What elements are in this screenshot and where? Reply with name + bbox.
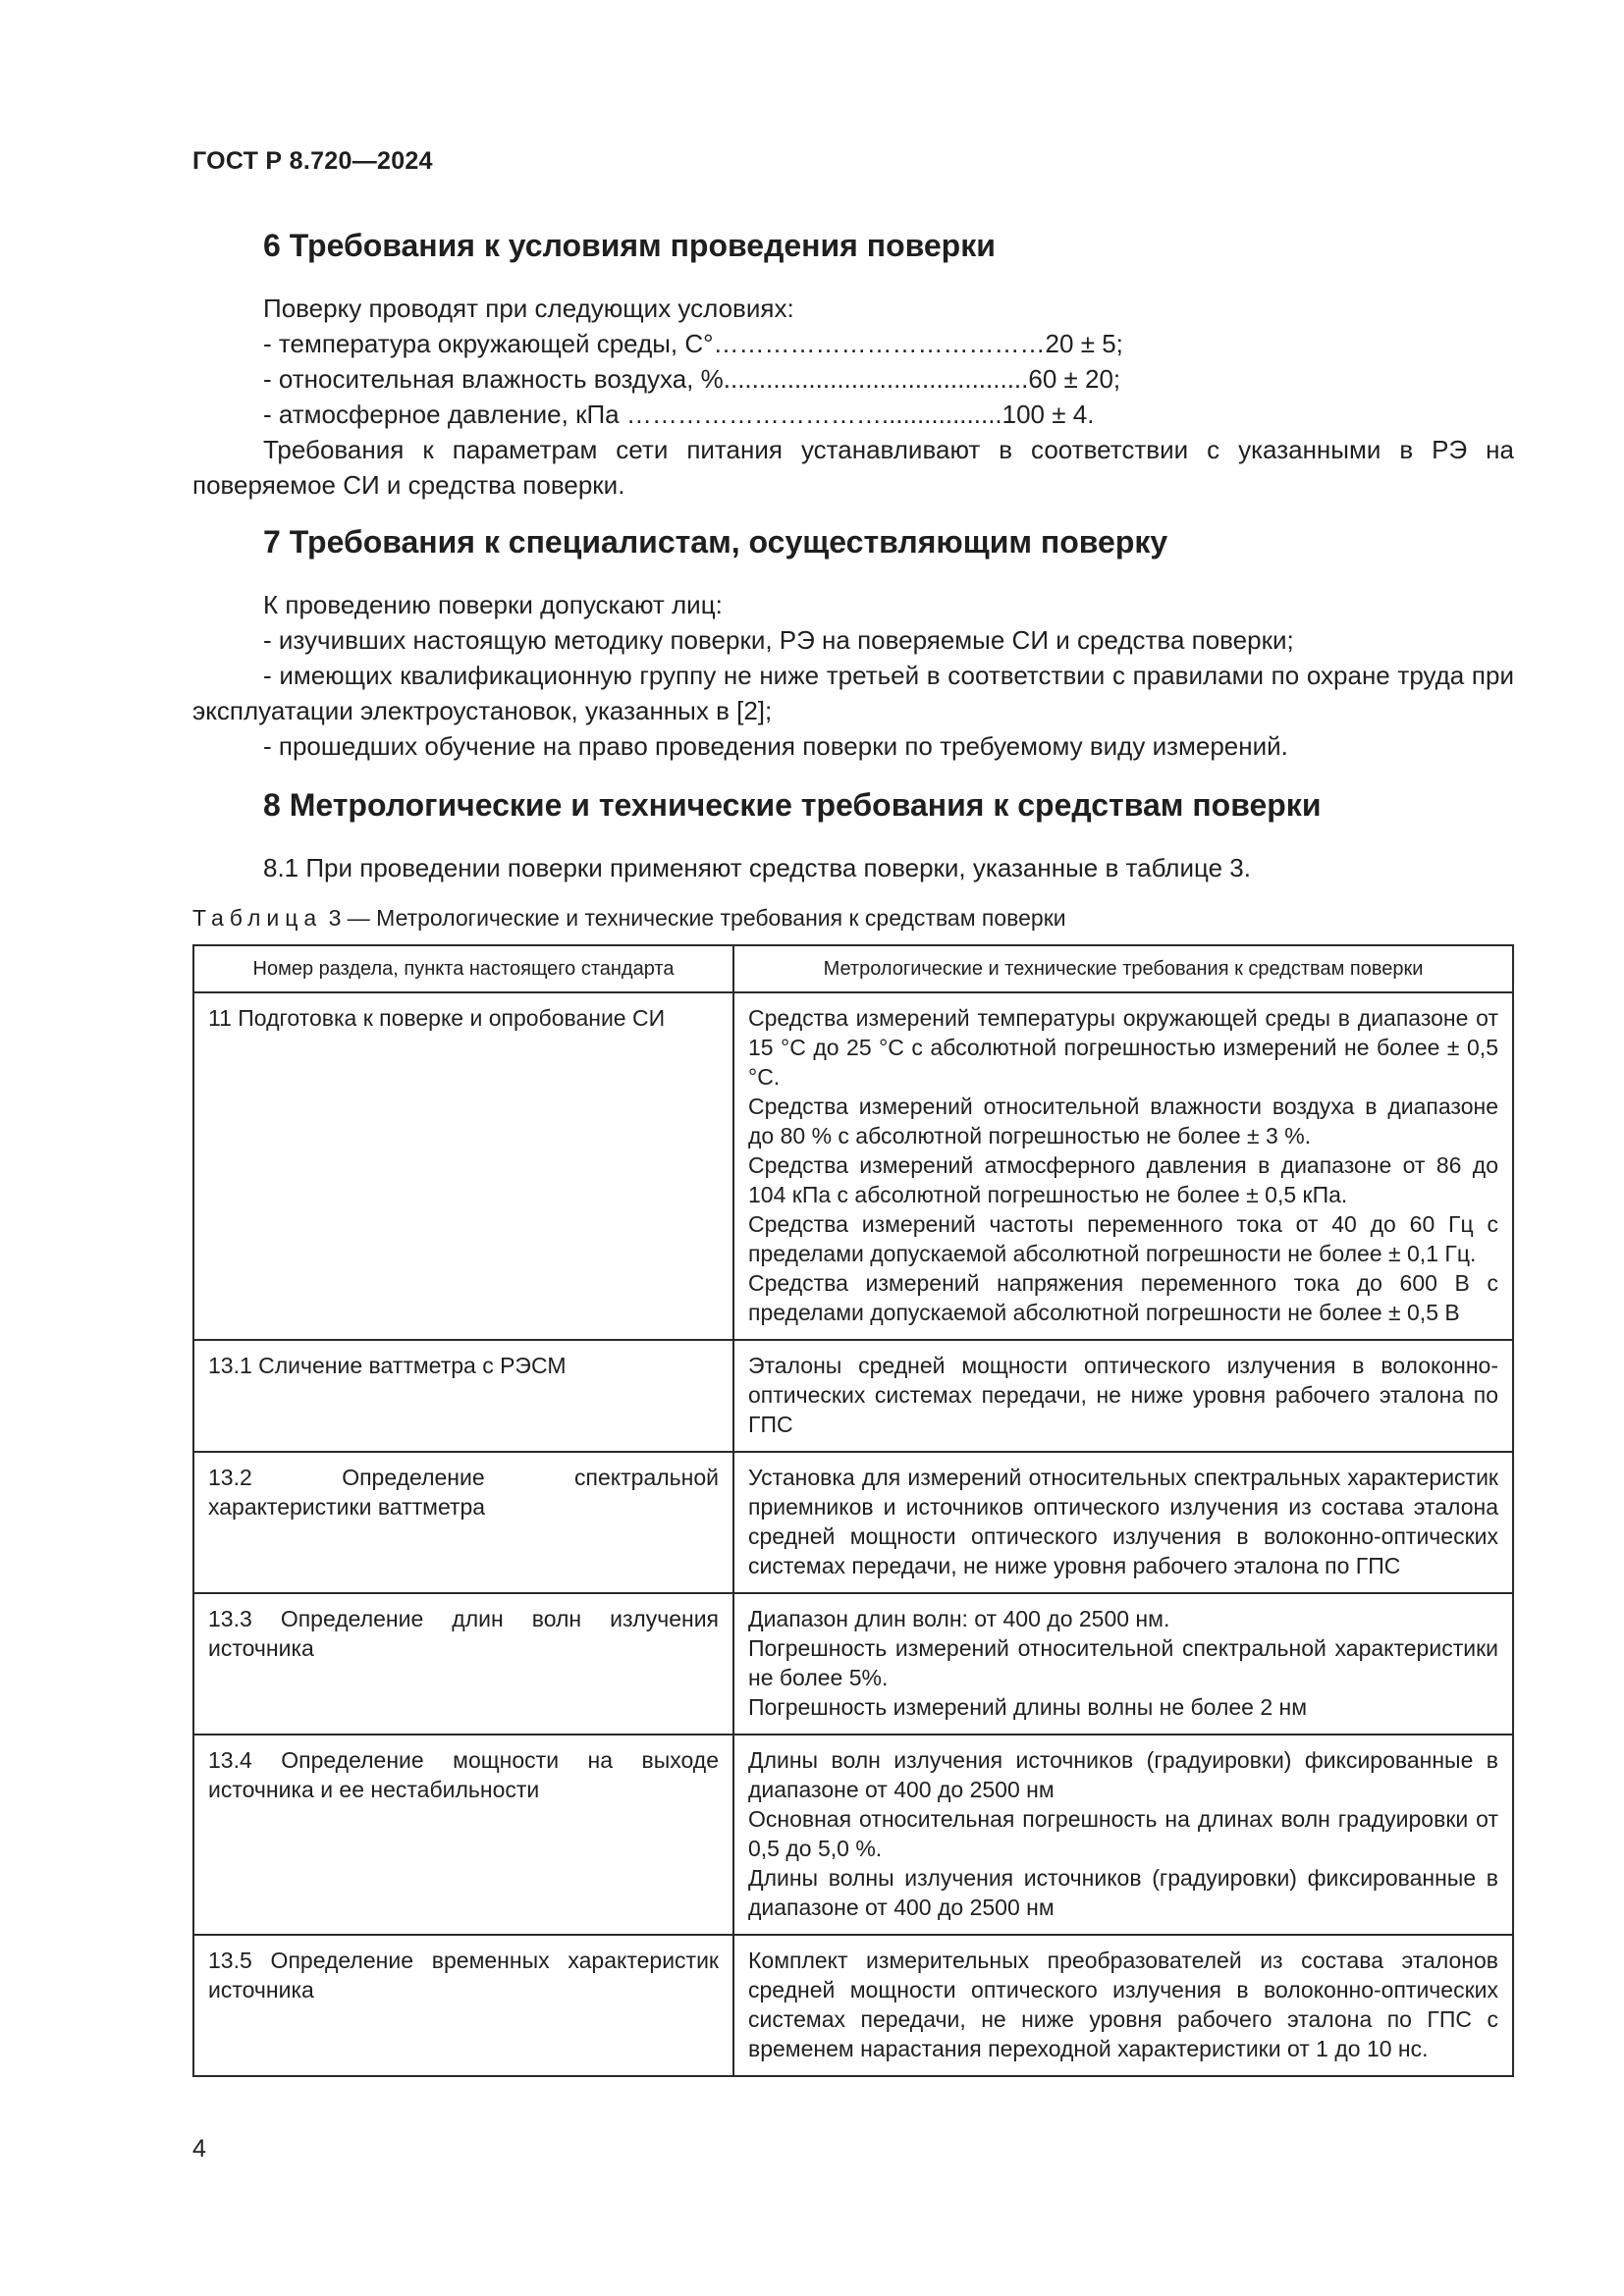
table-row	[193, 1452, 1513, 1593]
header-section-number: Номер раздела, пункта настоящего стандарта	[193, 945, 733, 992]
document-code: ГОСТ Р 8.720—2024	[192, 147, 433, 175]
section-7	[192, 522, 1514, 764]
requirement-line: Средства измерений температуры окружающей среды в диапазоне от 15 °С до 25 °С с абсолютной погрешностью измерений не более ± 0,5 °С.	[748, 1005, 1498, 1090]
condition-pressure: - атмосферное давление, кПа ………………………….................100 ± 4.	[263, 400, 1095, 429]
row-section: 13.5 Определение временных характеристик источника	[193, 1935, 733, 2076]
requirement-line: Эталоны средней мощности оптического излучения в волоконно-оптических системах передачи, не ниже уровня рабочего эталона по ГПС	[748, 1353, 1498, 1437]
page-number: 4	[192, 2135, 206, 2163]
section-8	[192, 785, 1514, 885]
row-requirements	[733, 1735, 1513, 1935]
requirement-line: Установка для измерений относительных спектральных характеристик приемников и источников оптического излучения из состава эталона средней мощности оптического излучения в волоконно-оптических системах передачи, не ниже уровня рабочего эталона по ГПС	[748, 1465, 1498, 1578]
requirement-line: Средства измерений относительной влажности воздуха в диапазоне до 80 % с абсолютной погрешностью не более ± 3 %.	[748, 1094, 1498, 1148]
header-requirements: Метрологические и технические требования к средствам поверки	[733, 945, 1513, 992]
table-header-row	[193, 945, 1513, 992]
row-requirements	[733, 1340, 1513, 1452]
row-section: 11 Подготовка к поверке и опробование СИ	[193, 992, 733, 1340]
requirement-line: Средства измерений атмосферного давления в диапазоне от 86 до 104 кПа с абсолютной погрешностью не более ± 0,5 кПа.	[748, 1152, 1498, 1207]
table-caption	[192, 903, 1066, 933]
section-7-title: 7 Требования к специалистам, осуществляющим поверку	[263, 524, 1168, 560]
requirement-line: Средства измерений напряжения переменного тока до 600 В с пределами допускаемой абсолютной погрешности не более ± 0,5 В	[748, 1270, 1498, 1325]
requirement-line: Длины волны излучения источников (градуировки) фиксированные в диапазоне от 400 до 2500 нм	[748, 1865, 1498, 1920]
table-row	[193, 1593, 1513, 1735]
condition-temperature: - температура окружающей среды, С°…………………………………20 ± 5;	[263, 329, 1123, 358]
row-requirements	[733, 992, 1513, 1340]
section-7-item: - изучивших настоящую методику поверки, РЭ на поверяемые СИ и средства поверки;	[263, 625, 1294, 655]
requirement-line: Средства измерений частоты переменного тока от 40 до 60 Гц с пределами допускаемой абсолютной погрешности не более ± 0,1 Гц.	[748, 1211, 1498, 1266]
requirement-line: Длины волн излучения источников (градуировки) фиксированные в диапазоне от 400 до 2500 нм	[748, 1747, 1498, 1802]
section-6	[192, 226, 1514, 503]
requirement-line: Погрешность измерений относительной спектральной характеристики не более 5%.	[748, 1635, 1498, 1690]
row-requirements	[733, 1452, 1513, 1593]
requirement-line: Диапазон длин волн: от 400 до 2500 нм.	[748, 1606, 1170, 1631]
row-section: 13.4 Определение мощности на выходе источника и ее нестабильности	[193, 1735, 733, 1935]
requirement-line: Погрешность измерений длины волны не более 2 нм	[748, 1694, 1308, 1720]
table-row	[193, 992, 1513, 1340]
table-caption-text: 3 — Метрологические и технические требования к средствам поверки	[322, 905, 1066, 931]
requirement-line: Комплект измерительных преобразователей из состава эталонов средней мощности оптического излучения в волоконно-оптических системах передачи, не ниже уровня рабочего эталона по ГПС с временем нарастания переходной характеристики от 1 до 10 нс.	[748, 1948, 1498, 2061]
clause-8-1: 8.1 При проведении поверки применяют средства поверки, указанные в таблице 3.	[263, 853, 1251, 882]
row-section: 13.1 Сличение ваттметра с РЭСМ	[193, 1340, 733, 1452]
requirements-table	[192, 944, 1514, 2077]
requirement-line: Основная относительная погрешность на длинах волн градуировки от 0,5 до 5,0 %.	[748, 1806, 1498, 1861]
table-row	[193, 1340, 1513, 1452]
table-caption-word: Таблица	[192, 905, 323, 931]
section-6-intro: Поверку проводят при следующих условиях:	[263, 294, 794, 323]
section-7-intro: К проведению поверки допускают лиц:	[263, 590, 723, 619]
section-6-title: 6 Требования к условиям проведения поверки	[263, 228, 996, 263]
section-8-title: 8 Метрологические и технические требования к средствам поверки	[263, 787, 1322, 823]
section-7-item: - прошедших обучение на право проведения поверки по требуемому виду измерений.	[263, 731, 1288, 761]
condition-humidity: - относительная влажность воздуха, %...........................................60 ± 20;	[263, 364, 1121, 394]
row-requirements	[733, 1593, 1513, 1735]
row-section: 13.2 Определение спектральной характеристики ваттметра	[193, 1452, 733, 1593]
table-row	[193, 1935, 1513, 2076]
section-6-paragraph: Требования к параметрам сети питания устанавливают в соответствии с указанными в РЭ на поверяемое СИ и средства поверки.	[192, 435, 1514, 500]
row-requirements	[733, 1935, 1513, 2076]
row-section: 13.3 Определение длин волн излучения источника	[193, 1593, 733, 1735]
table-row	[193, 1735, 1513, 1935]
section-7-item: - имеющих квалификационную группу не ниже третьей в соответствии с правилами по охране труда при эксплуатации электроустановок, указанных в [2];	[192, 661, 1514, 725]
